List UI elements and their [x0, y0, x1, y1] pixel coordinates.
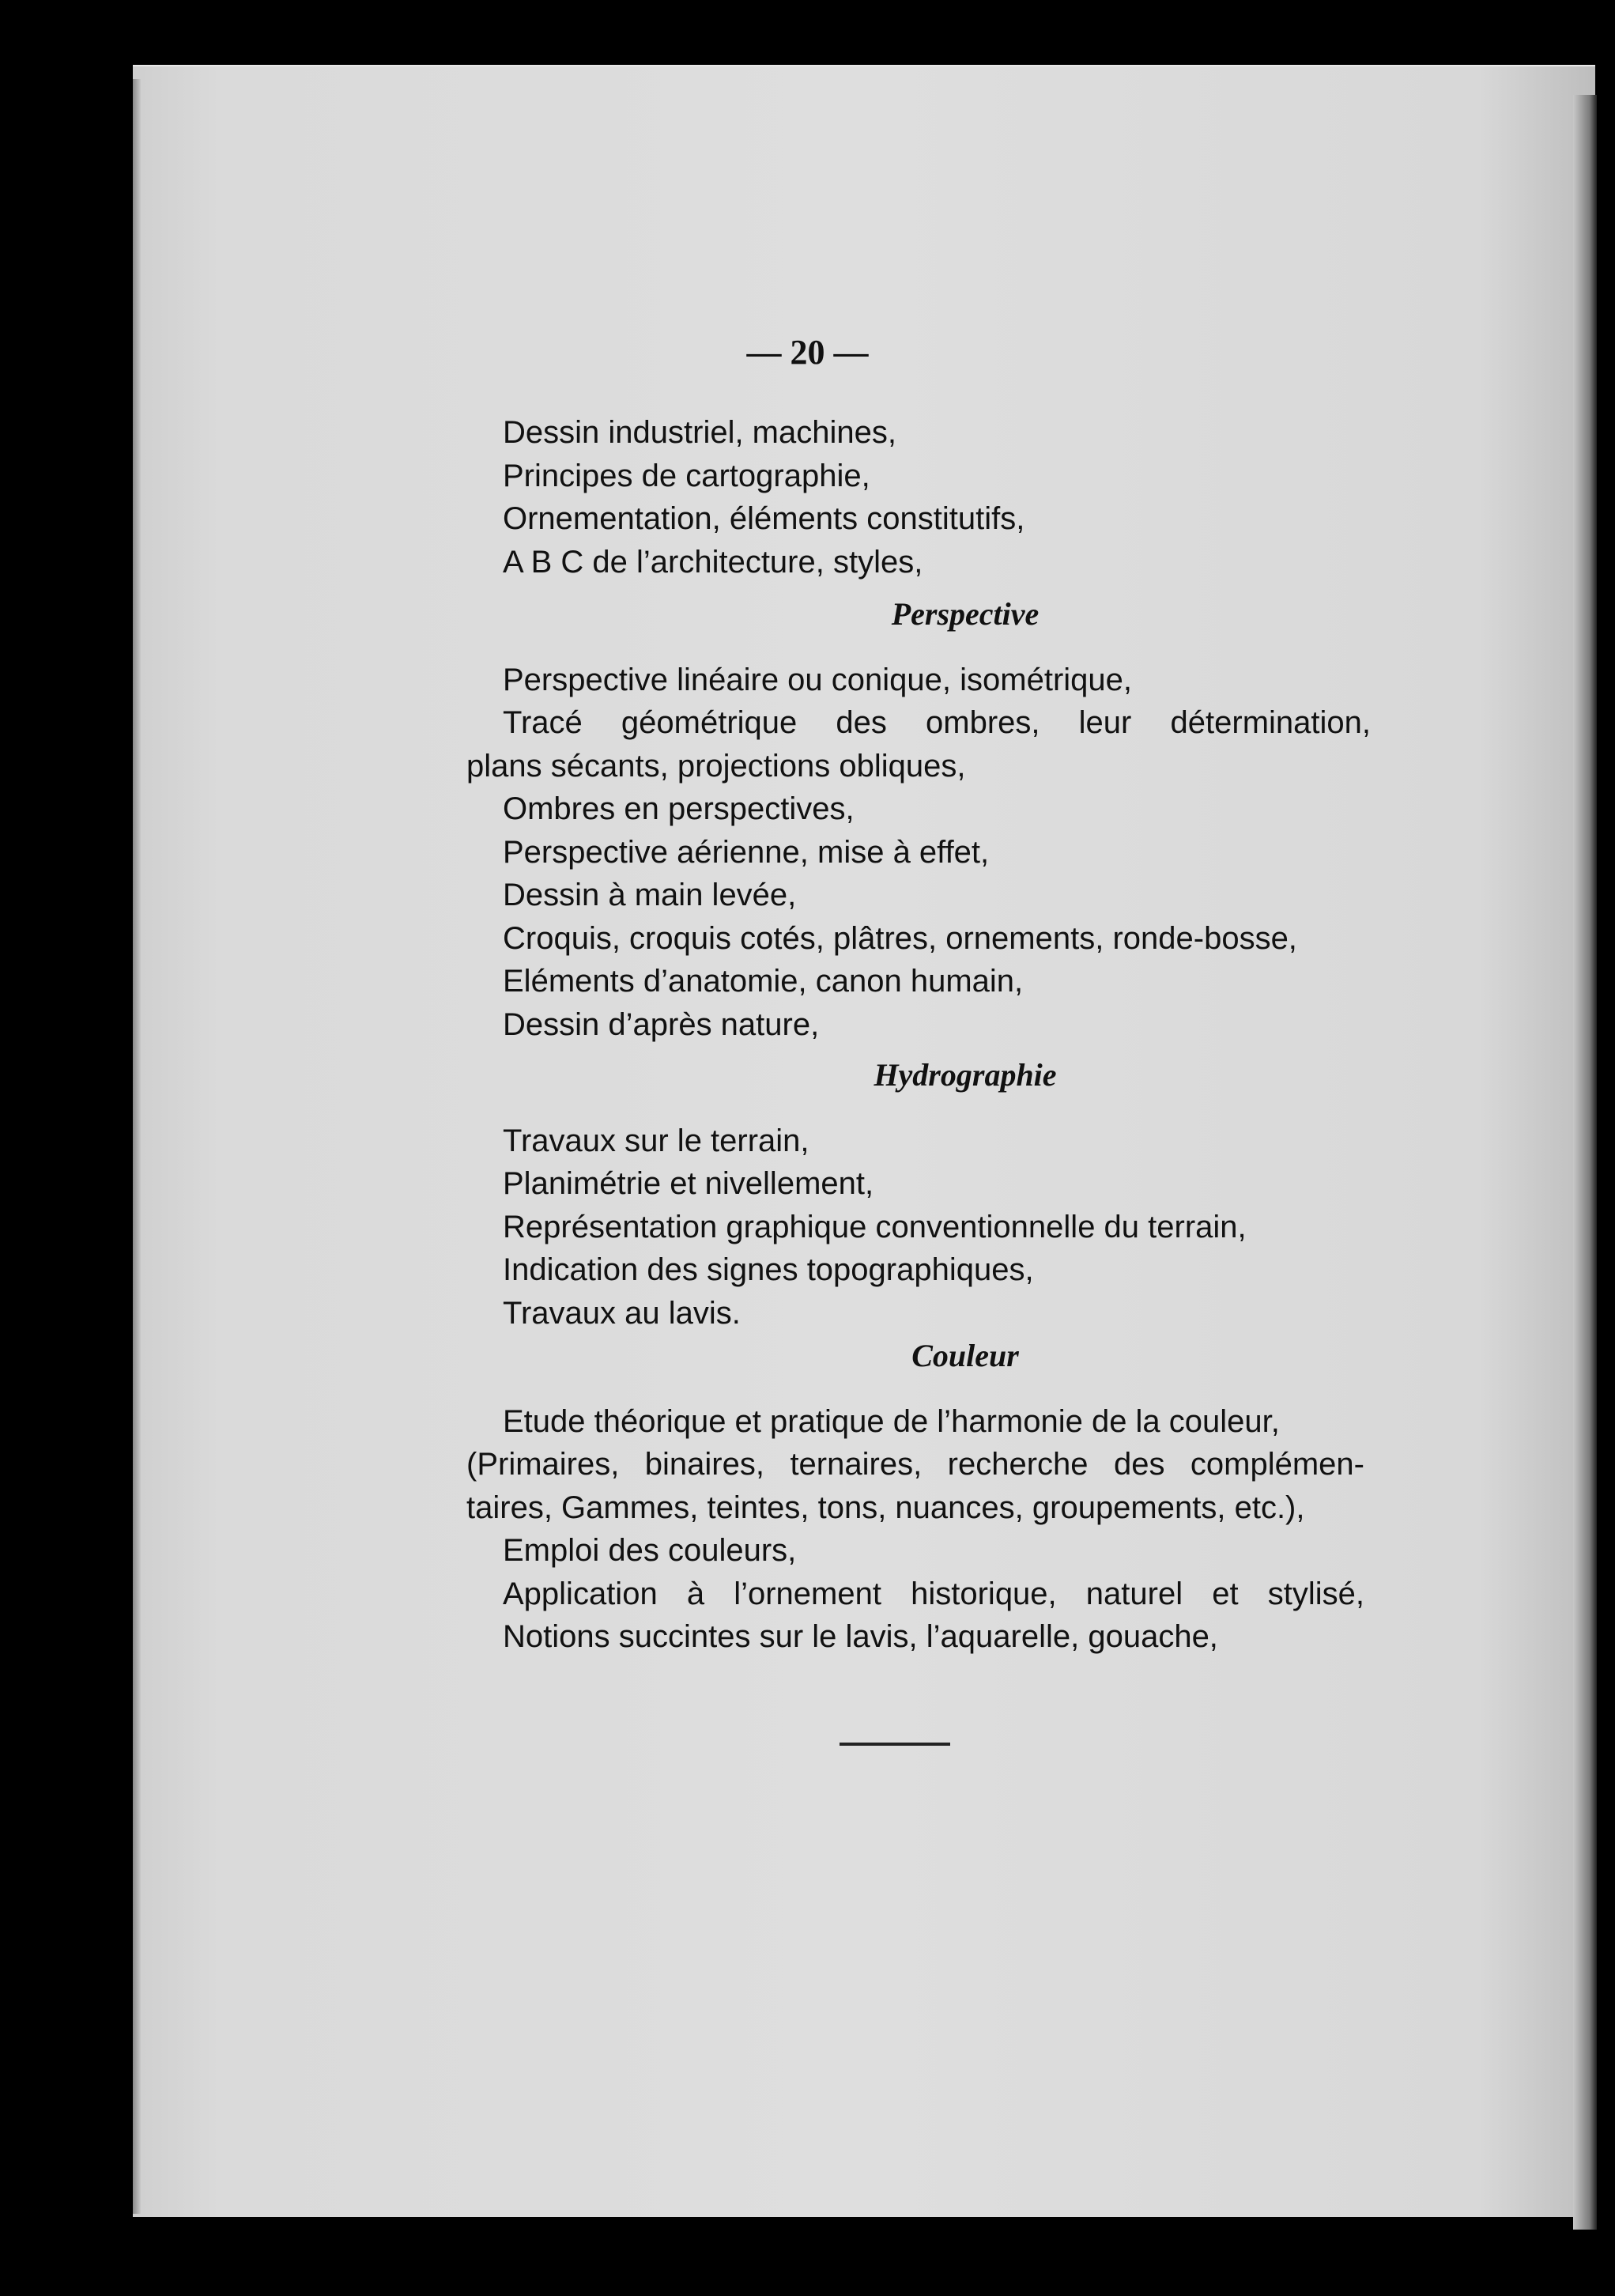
closing-rule: [840, 1743, 950, 1746]
text-line: Perspective aérienne, mise à effet,: [503, 834, 990, 870]
text-line: Représentation graphique conventionnelle du terrain,: [503, 1209, 1247, 1244]
section-heading-hydrographie: Hydrographie: [874, 1057, 1057, 1093]
text-line: Dessin d’après nature,: [503, 1006, 820, 1042]
text-line: Ombres en perspectives,: [503, 791, 855, 826]
text-line: Planimétrie et nivellement,: [503, 1166, 874, 1201]
text-line: Application à l’ornement historique, naturel et stylisé,: [503, 1576, 1364, 1611]
text-line: (Primaires, binaires, ternaires, recherche des complémen-: [466, 1447, 1364, 1482]
section-heading-couleur: Couleur: [911, 1338, 1019, 1373]
text-line: Croquis, croquis cotés, plâtres, ornements, ronde-bosse,: [503, 920, 1297, 956]
page-right-edge: [1573, 95, 1597, 2230]
text-line: Dessin à main levée,: [503, 878, 797, 912]
text-line: Perspective linéaire ou conique, isométrique,: [503, 662, 1132, 697]
text-line: Indication des signes topographiques,: [503, 1252, 1034, 1287]
document-body: [466, 411, 1371, 1659]
text-line: taires, Gammes, teintes, tons, nuances, groupements, etc.),: [466, 1490, 1305, 1525]
text-line: Ornementation, éléments constitutifs,: [503, 501, 1025, 536]
text-line: Dessin industriel, machines,: [503, 415, 896, 450]
text-line: Etude théorique et pratique de l’harmonie de la couleur,: [503, 1403, 1280, 1439]
text-line: Travaux au lavis.: [503, 1295, 741, 1331]
section-heading-perspective: Perspective: [891, 596, 1040, 632]
page-left-edge: [133, 79, 141, 2214]
page-number: — 20 —: [746, 333, 869, 372]
text-line: Emploi des couleurs,: [503, 1533, 797, 1568]
text-line: Principes de cartographie,: [503, 458, 870, 493]
text-line: A B C de l’architecture, styles,: [503, 544, 923, 580]
text-line: Tracé géométrique des ombres, leur détermination,: [503, 705, 1371, 740]
text-line: plans sécants, projections obliques,: [466, 748, 966, 784]
text-line: Notions succintes sur le lavis, l’aquarelle, gouache,: [503, 1619, 1218, 1654]
text-line: Travaux sur le terrain,: [503, 1123, 809, 1158]
text-line: Eléments d’anatomie, canon humain,: [503, 964, 1024, 999]
